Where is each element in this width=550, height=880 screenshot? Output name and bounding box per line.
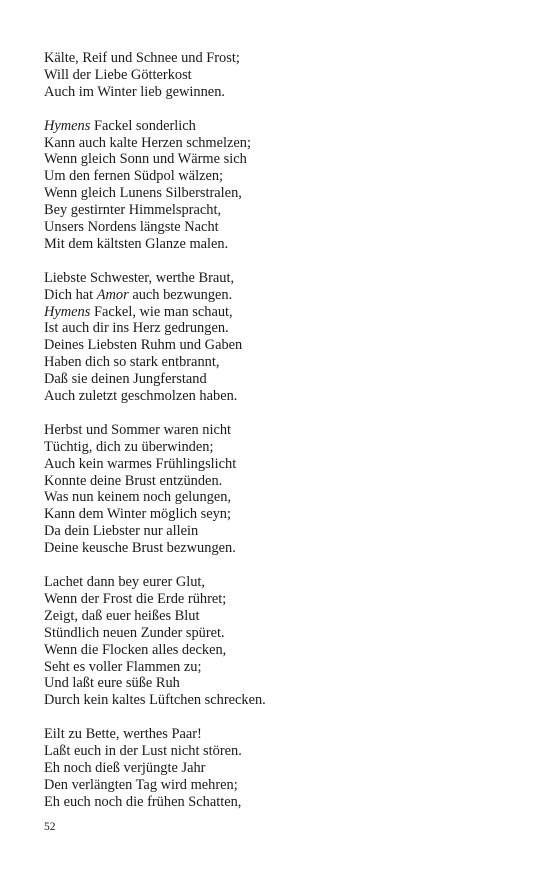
poem-line [44,439,514,456]
stanza [44,50,514,101]
poem-line [44,456,514,473]
poem-line [44,540,514,557]
poem-line [44,726,514,743]
poem-line [44,67,514,84]
line-text: Auch kein warmes Frühlingslicht [44,455,237,472]
poem-line [44,236,514,253]
italic-name: Amor [96,286,129,303]
line-text: Eilt zu Bette, werthes Paar! [44,726,202,743]
poem-line [44,642,514,659]
line-text: Kälte, Reif und Schnee und Frost; [44,50,240,66]
line-text: auch bezwungen. [128,286,233,303]
poem-line [44,304,514,321]
line-text: Herbst und Sommer waren nicht [44,421,232,438]
line-text: Auch zuletzt geschmolzen haben. [44,388,238,405]
poem-line [44,675,514,692]
line-text: Was nun keinem noch gelungen, [44,489,232,506]
line-text: Wenn gleich Sonn und Wärme sich [44,151,247,168]
page-number: 52 [44,821,56,833]
poem-line [44,388,514,405]
line-text: Bey gestirnter Himmelspracht, [44,202,222,219]
poem-line [44,337,514,354]
line-text: Stündlich neuen Zunder spüret. [44,624,225,641]
line-text: Mit dem kältsten Glanze malen. [44,235,229,252]
line-text: Konnte deine Brust entzünden. [44,472,223,489]
poem-line [44,354,514,371]
line-text: Kann dem Winter möglich seyn; [44,506,231,523]
line-text: Wenn der Frost die Erde rühret; [44,590,227,607]
line-text: Daß sie deinen Jungferstand [44,371,207,388]
stanza [44,726,514,810]
poem-page [44,50,514,828]
stanza [44,574,514,709]
poem-line [44,473,514,490]
poem-line [44,287,514,304]
line-text: Ist auch dir ins Herz gedrungen. [44,320,229,337]
line-text: Durch kein kaltes Lüftchen schrecken. [44,692,266,709]
line-text: Fackel, wie man schaut, [90,303,233,320]
poem-line [44,743,514,760]
stanza [44,422,514,557]
line-text: Lachet dann bey eurer Glut, [44,574,206,591]
poem-line [44,760,514,777]
poem-line [44,422,514,439]
line-text: Fackel sonderlich [90,117,196,134]
poem-line [44,50,514,67]
poem-line [44,777,514,794]
line-text: Da dein Liebster nur allein [44,523,199,540]
line-text: Laßt euch in der Lust nicht stören. [44,743,242,760]
line-text: Kann auch kalte Herzen schmelzen; [44,134,251,151]
line-text: Eh noch dieß verjüngte Jahr [44,759,206,776]
line-text: Auch im Winter lieb gewinnen. [44,83,225,100]
line-text: Zeigt, daß euer heißes Blut [44,607,200,624]
poem-line [44,506,514,523]
italic-name: Hymens [44,117,91,134]
poem-line [44,118,514,135]
line-text: Um den fernen Südpol wälzen; [44,168,224,185]
poem-line [44,574,514,591]
stanza [44,270,514,405]
line-text: Liebste Schwester, werthe Braut, [44,269,235,286]
poem-line [44,168,514,185]
poem-line [44,692,514,709]
poem-body [44,50,514,811]
line-text: Haben dich so stark entbrannt, [44,354,220,371]
poem-line [44,625,514,642]
poem-line [44,794,514,811]
line-text: Den verlängten Tag wird mehren; [44,776,238,793]
line-text: Eh euch noch die frühen Schatten, [44,793,242,810]
line-text: Unsers Nordens längste Nacht [44,219,219,236]
line-text: Deine keusche Brust bezwungen. [44,540,236,557]
poem-line [44,659,514,676]
poem-line [44,523,514,540]
poem-line [44,84,514,101]
poem-line [44,608,514,625]
poem-line [44,371,514,388]
line-text: Und laßt eure süße Ruh [44,675,180,692]
line-text: Wenn gleich Lunens Silberstralen, [44,185,242,202]
poem-line [44,270,514,287]
poem-line [44,202,514,219]
poem-line [44,591,514,608]
line-text: Will der Liebe Götterkost [44,66,192,83]
stanza [44,118,514,253]
line-text: Seht es voller Flammen zu; [44,658,202,675]
poem-line [44,185,514,202]
line-text: Tüchtig, dich zu überwinden; [44,438,214,455]
line-text: Wenn die Flocken alles decken, [44,641,227,658]
poem-line [44,320,514,337]
line-text: Deines Liebsten Ruhm und Gaben [44,337,243,354]
poem-line [44,135,514,152]
poem-line [44,219,514,236]
poem-line [44,489,514,506]
line-text: Dich hat [44,286,97,303]
poem-line [44,151,514,168]
italic-name: Hymens [44,303,91,320]
